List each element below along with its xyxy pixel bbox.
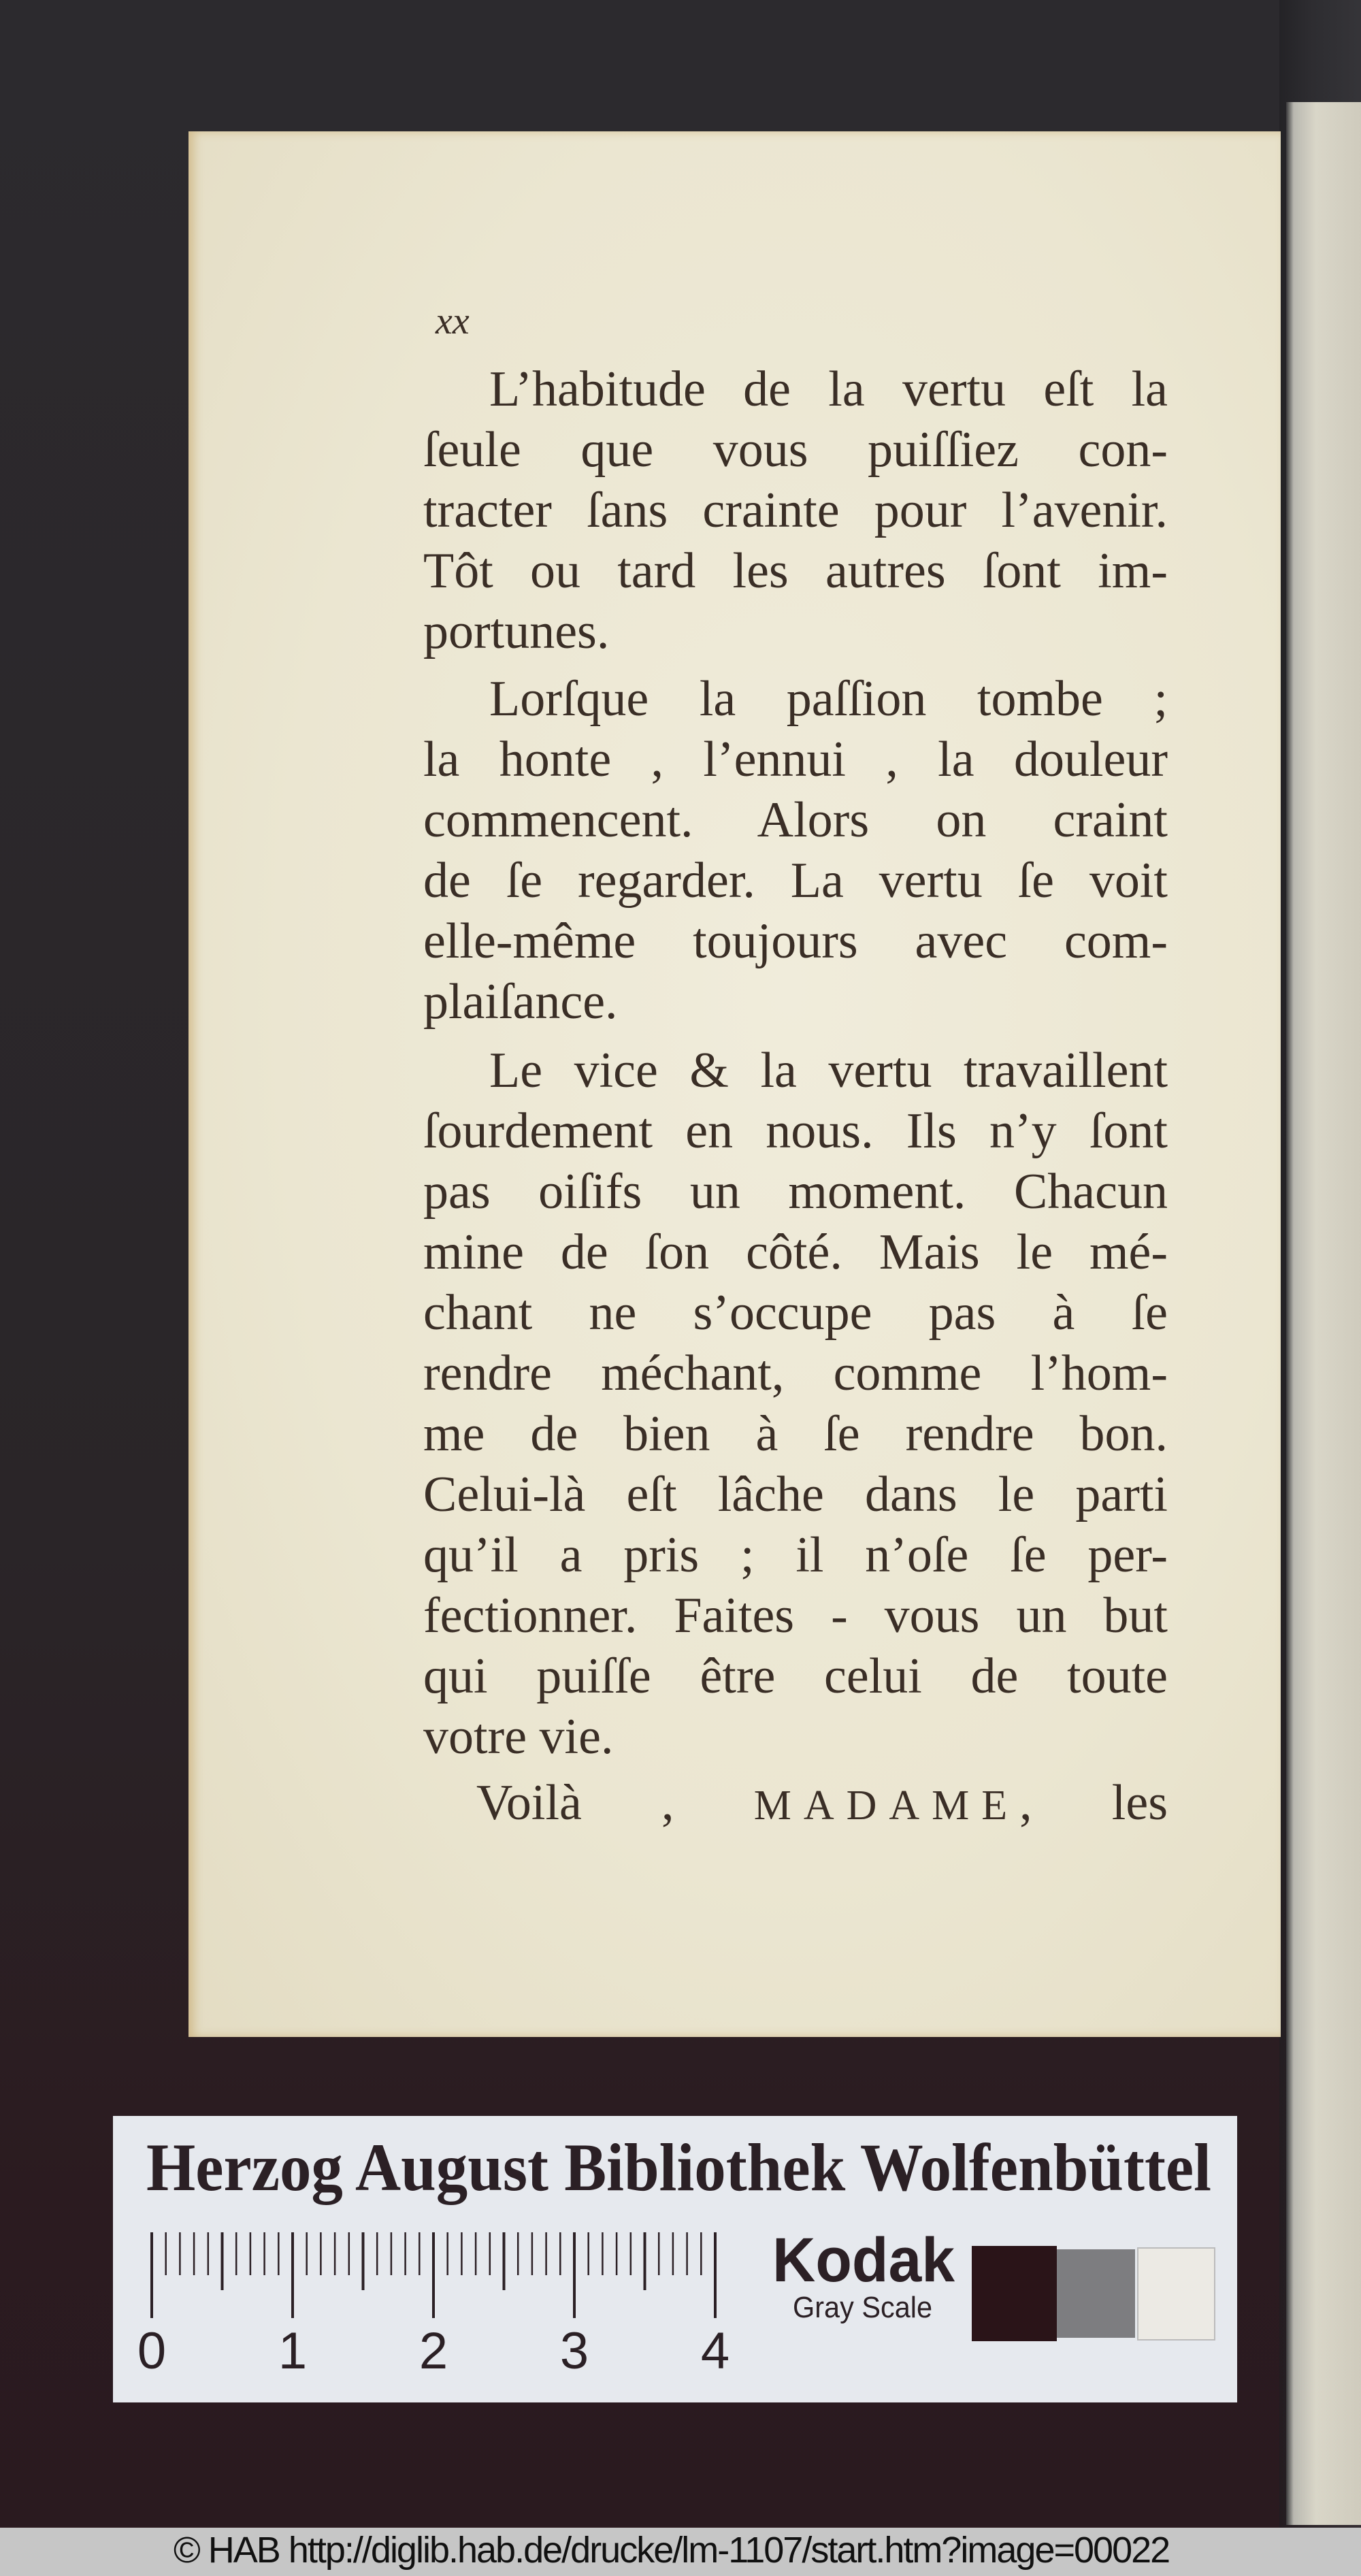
text-line: de ſe regarder. La vertu ſe voit <box>423 853 1168 909</box>
text-line: chant ne s’occupe pas à ſe <box>423 1285 1168 1341</box>
gray-patch-mid <box>1057 2249 1135 2338</box>
kodak-logo: Kodak <box>772 2226 955 2295</box>
text-line: ſeule que vous puiſſiez con- <box>423 422 1168 478</box>
text-line: Celui-là eſt lâche dans le parti <box>423 1467 1168 1522</box>
text-line: Le vice & la vertu travaillent <box>489 1043 1168 1098</box>
text-line: la honte , l’ennui , la douleur <box>423 732 1168 787</box>
catchline-end: , les <box>1019 1775 1168 1831</box>
text-line: rendre méchant, comme l’hom- <box>423 1346 1168 1401</box>
gray-patch-white <box>1138 2248 1215 2340</box>
text-line: commencent. Alors on craint <box>423 792 1168 848</box>
ruler-number: 0 <box>137 2322 167 2380</box>
ruler-number: 3 <box>559 2322 589 2380</box>
text-line: pas oiſifs un moment. Chacun <box>423 1164 1168 1220</box>
ruler-scale <box>152 2232 715 2318</box>
text-line: mine de ſon côté. Mais le mé- <box>423 1224 1168 1280</box>
text-line: votre vie. <box>423 1709 614 1765</box>
text-line: ſourdement en nous. Ils n’y ſont <box>423 1103 1168 1159</box>
text-line: Lorſque la paſſion tombe ; <box>489 671 1168 727</box>
text-line: elle-même toujours avec com- <box>423 913 1168 969</box>
gray-patch-black <box>972 2246 1057 2341</box>
text-line: Tôt ou tard les autres ſont im- <box>423 543 1168 599</box>
text-line: qu’il a pris ; il n’oſe ſe per- <box>423 1527 1168 1583</box>
text-line: fectionner. Faites - vous un but <box>423 1588 1168 1644</box>
text-line: L’habitude de la vertu eſt la <box>489 361 1168 417</box>
catchline-start: Voilà , <box>476 1775 674 1831</box>
text-line: qui puiſſe être celui de toute <box>423 1648 1168 1704</box>
ruler-number: 1 <box>278 2322 308 2380</box>
ruler-numbers <box>137 2322 729 2380</box>
ruler-number: 4 <box>700 2322 730 2380</box>
copyright-text: © HAB http://diglib.hab.de/drucke/lm-1107/start.htm?image=00022 <box>174 2530 1170 2571</box>
text-line: plaiſance. <box>423 974 618 1030</box>
text-line: tracter ſans crainte pour l’avenir. <box>423 483 1168 538</box>
ruler-number: 2 <box>419 2322 448 2380</box>
page-number: xx <box>436 300 470 342</box>
gray-scale-label: Gray Scale <box>793 2291 932 2324</box>
text-line: portunes. <box>423 604 610 659</box>
catchline-madame: MADAME <box>753 1782 1020 1829</box>
text-line: me de bien à ſe rendre bon. <box>423 1406 1168 1462</box>
library-title: Herzog August Bibliothek Wolfenbüttel <box>146 2130 1211 2205</box>
